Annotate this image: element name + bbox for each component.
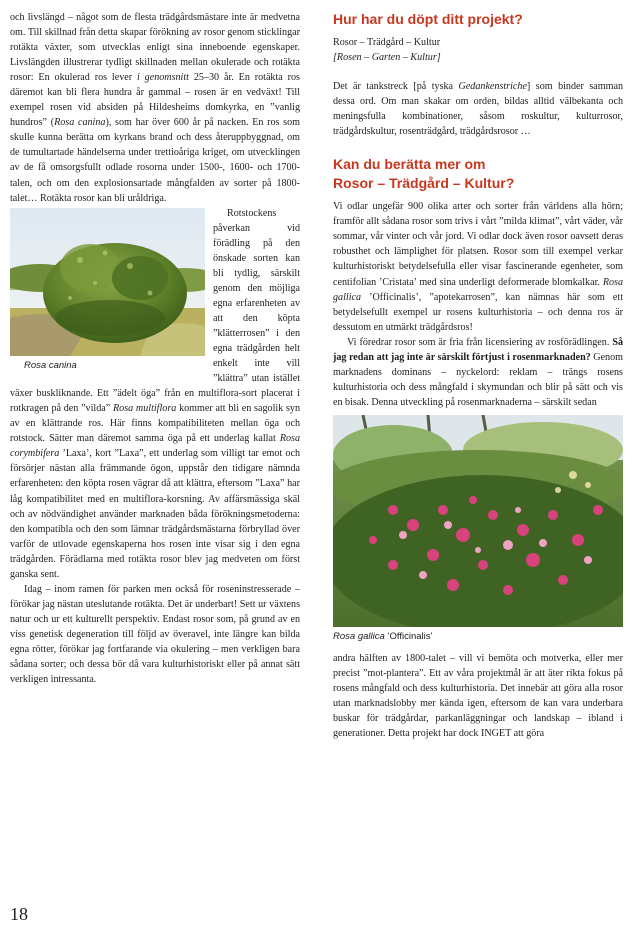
paragraph-we-grow	[333, 199, 623, 334]
text-run: Idag – inom ramen för parken men också för roseninstresserade – förökar jag nästan uteslutande rotäkta. Det är underbart! Sett ur växtens natur och ur ett kulturellt perspektiv. Endast rosor som, på grund av en viss genetisk degeneration till följd av överavel, inte längre kan bilda egna rötter, förökar jag fortfarande via okulering – men verkligen bara sådana sorter; och dessa bör då vara kulturhistoriskt eller på annat sätt verkligen intressanta.	[10, 583, 300, 686]
text-run: kommer att bli en sagolik syn av en klättrande ros. Här finns kompatibiliteten mellan öga och rotstock. Sätter man däremot samma öga på ett underlag kallat	[10, 403, 301, 445]
paragraph-longevity	[10, 10, 300, 206]
text-run: ’Officinalis’, ”apotekarrosen”, kan nämnas här som ett betydelsefullt exempel ur rosens kulturhistoria – och denna ros är dessutom en utmärkt trädgårdsros!	[333, 291, 623, 333]
text-run: ), som har över 600 år på nacken. En ros som skulle kunna berätta om kyrkans brand och dess återuppbyggnad, om de tumultartade händelserna under trettioåriga kriget, om utvecklingen av de få omsorgsfullt odlade rosorna under 1500-, 1600- och 1700-talen, och om den explosionsartade mångfalden av sorter på 1800-talet… Rotäkta rosor kan bli uråldriga.	[10, 117, 301, 204]
paragraph-today	[10, 582, 300, 687]
text-run: och livslängd – något som de flesta trädgårdsmästare inte är medvetna om. Till skillnad från detta skapar förökning av rosor genom sticklingar rotäkta växter, som utvecklas enligt sina inneboende egenskaper. Livslängden illustrerar tydligt skillnaden mellan okulerade och rotäkta rosor: En okulerad ros lever	[10, 12, 300, 84]
heading-tell-more-line1: Kan du berätta mer om	[333, 156, 486, 173]
paragraph-second-half	[333, 651, 623, 741]
figure-rosa-gallica	[333, 415, 623, 643]
paragraph-rootstock	[10, 206, 300, 582]
text-run: Genom marknadens dominans – nyckelord: reklam – trängs rosens kulturhistoria och dess mångfald i skymundan och blir på sätt och vis en bisak. Denna utveckling på rosenmarknaderna – särskilt sedan	[333, 351, 623, 408]
heading-project-name: Hur har du döpt ditt projekt?	[333, 11, 523, 27]
caption-rosa-gallica-cultivar: ’Officinalis’	[384, 630, 433, 642]
text-run: Vi odlar ungefär 900 olika arter och sorter från världens alla hörn; framför allt sådana rosor som trivs i vårt ”milda klimat”, vårt väder, vår sommar, vår vinter och vår jord. Vi odlar dock även rosor oavsett deras robusthet och lämplighet för platsen. Rosor som till exempel verkar kulturhistoriskt betydelsefulla eller visar fascinerande egenheter, som centifolian ’Cristata’ med sina underligt deformerade blomkalkar.	[333, 201, 623, 288]
text-run: Rosa canina	[54, 117, 106, 129]
project-name-german: [Rosen – Garten – Kultur]	[333, 52, 441, 64]
text-run: ] som binder samman dessa ord. Om man skakar om orden, bildas alltid välbekanta och meningsfulla kombinationer, såsom roskultur, kulturrosor, trädgårdskultur, rosenträdgård, trädgårdsrosor …	[333, 81, 623, 138]
text-run: Rosa gallica	[333, 276, 623, 303]
caption-rosa-gallica	[333, 631, 623, 643]
text-run: Rotstockens påverkan vid förädling på den önskade sorten kan bli tydlig, särskilt genom den möjliga egna erfarenheten av att den köpta ”klätterrosen” i den egna trädgården helt enkelt inte vill ”klättra” utan istället växer buskliknande. Ett ”ädelt öga” från en multiflora-sort placerat i rotkragen på den ”vilda”	[10, 207, 300, 415]
text-run: i genomsnitt	[136, 72, 189, 84]
text-run: ’Laxa’, kort ”Laxa”, ett underlag som villigt tar emot och försörjer nästan alla främmande ögon, uppstår den tidigare nämnda erfarenheten: den köpta rosen vägrar då att klättra, eftersom ”Laxa” har låg kompatibilitet med en multiflora-korsning. Av affärsmässiga skäl och av nödvändighet använder marknaden båda förökningsmetoderna: den kompatibla och den som lämnar trädgårdsmästarna förbryllad över varför de utlovade egenskaperna hos rosen inte visar sig i den egna trädgården. Förädlarna med rotäkta rosor blev jag medveten om först ganska sent.	[10, 448, 300, 580]
text-run: 25–30 år. En rotäkta ros däremot kan bli flera hundra år gammal – rosen är en vedväxt! Till exempel rosen vid absiden på Hildesheims domkyrka, en ”vanlig hundros” (	[10, 72, 300, 129]
paragraph-dashes	[333, 79, 623, 139]
heading-tell-more-line2: Rosor – Trädgård – Kultur?	[333, 175, 515, 192]
left-column	[10, 10, 300, 687]
rosa-gallica-photo	[333, 415, 623, 627]
rosa-canina-photo	[10, 208, 205, 356]
text-run: Så jag redan att jag inte är särskilt förtjust i rosenmarknaden?	[333, 336, 623, 363]
text-run: Rosa corymbifera	[10, 433, 300, 460]
text-run: Gedankenstriche	[458, 81, 527, 93]
caption-rosa-canina: Rosa canina	[24, 359, 77, 371]
text-run: Rosa multiflora	[112, 403, 177, 415]
project-name-line: Rosor – Trädgård – Kultur	[333, 37, 441, 48]
figure-rosa-canina	[10, 208, 205, 372]
text-run: Vi föredrar rosor som är fria från licensiering av rosförädlingen.	[347, 336, 613, 348]
caption-rosa-gallica-italic: Rosa gallica	[333, 630, 385, 642]
text-run: Det är tankstreck [på tyska	[333, 81, 459, 93]
text-run: andra hälften av 1800-talet – vill vi bemöta och motverka, eller mer precist ”mot-plantera”. Ett av våra projektmål är att äter rikta fokus på rosens mångfald och dess kulturhistoria. Det innebär att göra alla rosor utan marknadslobby mer kända igen, eftersom de kan vara underbara buskar för trädgårdar, parkanläggningar och landskap – ibland i generationer. Detta projekt har dock INGET att göra	[333, 652, 623, 740]
heading-tell-more	[333, 155, 623, 193]
paragraph-licensing	[333, 335, 623, 410]
right-column	[333, 10, 623, 741]
page-number: 18	[10, 904, 28, 924]
